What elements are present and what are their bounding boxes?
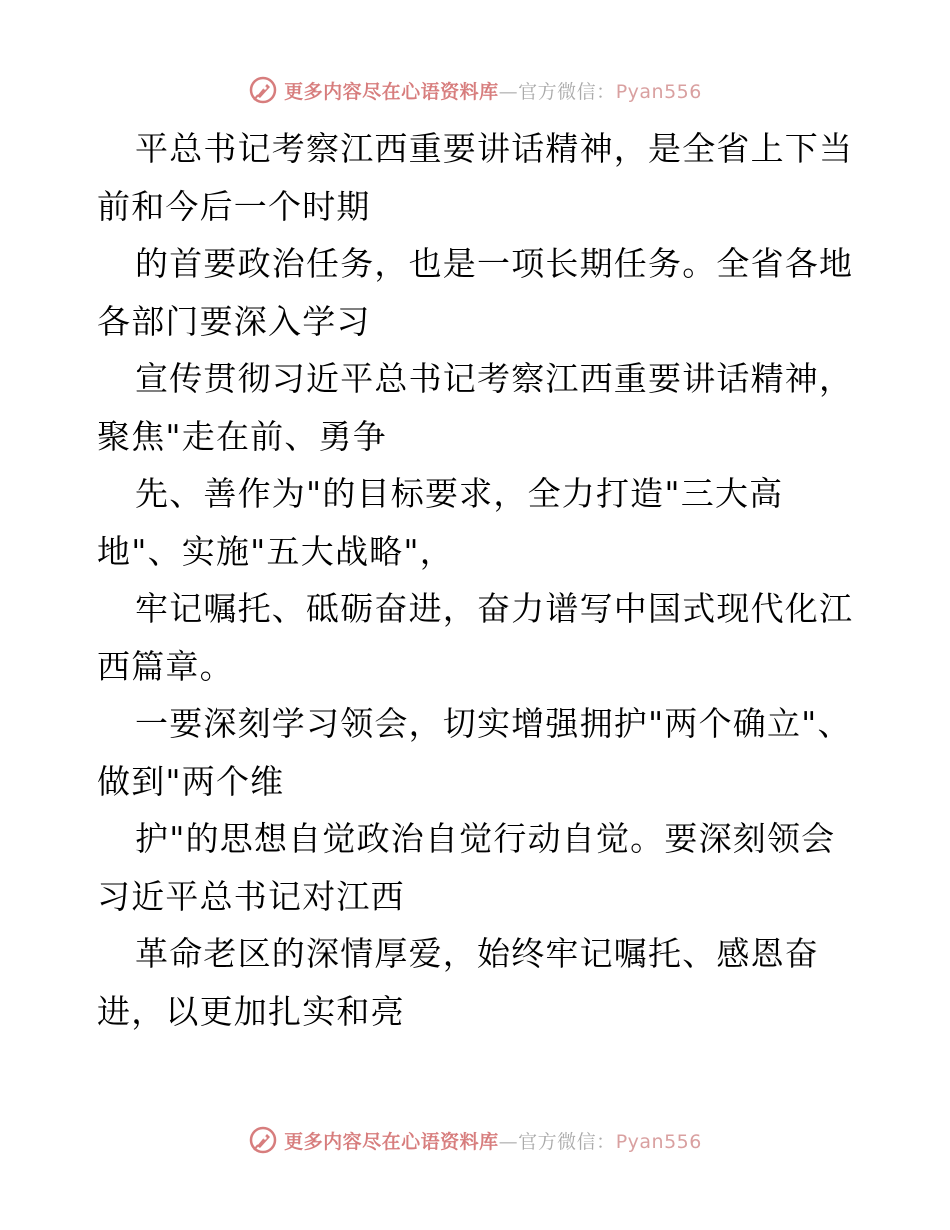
text-line: 护"的思想自觉政治自觉行动自觉。要深刻领会	[135, 819, 836, 858]
watermark-text	[284, 77, 702, 104]
watermark-dash: —	[498, 1130, 519, 1153]
text-line: 先、善作为"的目标要求，全力打造"三大高	[135, 474, 784, 513]
text-line: 各部门要深入学习	[97, 301, 371, 341]
text-line: 进，以更加扎实和亮	[97, 991, 405, 1031]
watermark-wechat-id: Pyan556	[615, 80, 702, 103]
pen-nib-logo-icon	[248, 1125, 278, 1155]
footer-watermark	[0, 1120, 950, 1160]
watermark-wechat-id: Pyan556	[615, 1130, 702, 1153]
watermark-text	[284, 1127, 702, 1154]
pen-nib-logo-icon	[248, 75, 278, 105]
text-line: 习近平总书记对江西	[97, 876, 405, 916]
text-line: 地"、实施"五大战略"，	[97, 531, 454, 571]
watermark-official-label: 官方微信：	[518, 80, 616, 103]
text-line: 革命老区的深情厚爱，始终牢记嘱托、感恩奋	[135, 934, 819, 973]
text-line: 的首要政治任务，也是一项长期任务。全省各地	[135, 244, 854, 283]
text-line: 前和今后一个时期	[97, 186, 371, 226]
watermark-brand: 更多内容尽在心语资料库	[284, 1130, 499, 1153]
text-line: 做到"两个维	[97, 761, 285, 801]
header-watermark	[0, 70, 950, 110]
text-line: 宣传贯彻习近平总书记考察江西重要讲话精神，	[135, 359, 854, 398]
text-line: 牢记嘱托、砥砺奋进，奋力谱写中国式现代化江	[135, 589, 854, 628]
text-line: 聚焦"走在前、勇争	[97, 416, 387, 456]
watermark-dash: —	[498, 80, 519, 103]
text-line: 一要深刻学习领会，切实增强拥护"两个确立"、	[135, 704, 852, 743]
document-body	[97, 120, 857, 1040]
text-line: 平总书记考察江西重要讲话精神，是全省上下当	[135, 129, 854, 168]
text-line: 西篇章。	[97, 646, 234, 686]
watermark-official-label: 官方微信：	[518, 1130, 616, 1153]
watermark-brand: 更多内容尽在心语资料库	[284, 80, 499, 103]
